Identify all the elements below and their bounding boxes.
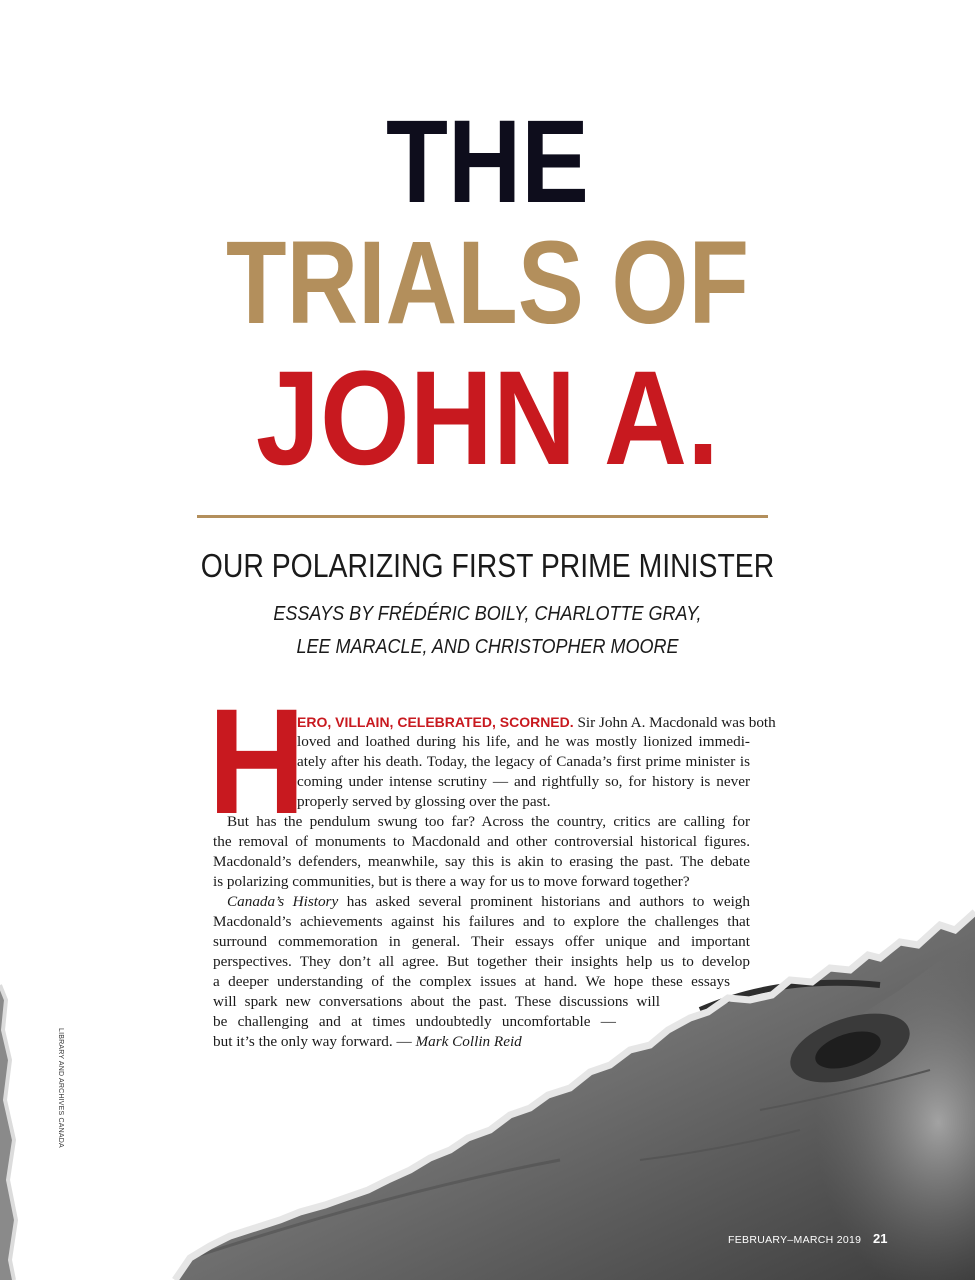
body-line: coming under intense scrutiny — and rightfully so, for history is never (297, 773, 750, 790)
body-line: surround commemoration in general. Their essays offer unique and important (213, 933, 750, 950)
headline-line-3: JOHN A. (255, 344, 720, 493)
body-line: the removal of monuments to Macdonald and other controversial historical figures. (213, 833, 750, 850)
title-divider (197, 515, 768, 518)
page-number: 21 (873, 1231, 888, 1246)
body-line: Macdonald’s defenders, meanwhile, say this is akin to erasing the past. The debate (213, 853, 750, 870)
body-line: be challenging and at times undoubtedly uncomfortable — (213, 1013, 616, 1030)
body-line: Macdonald’s achievements against his failures and to explore the challenges that (213, 913, 750, 930)
body-line: a deeper understanding of the complex issues at hand. We hope these essays (213, 973, 730, 990)
lead-in: ERO, VILLAIN, CELEBRATED, SCORNED. (297, 714, 574, 730)
body-line: loved and loathed during his life, and he was mostly lionized immedi- (297, 733, 750, 750)
body-line (227, 892, 750, 912)
body-line: perspectives. They don’t all agree. But together their insights help us to develop (213, 953, 750, 970)
magazine-name: Canada’s History (227, 893, 339, 910)
body-line: But has the pendulum swung too far? Across the country, critics are calling for (227, 813, 750, 830)
headline-line-1: THE (386, 96, 589, 228)
issue-date: FEBRUARY–MARCH 2019 (728, 1234, 862, 1246)
drop-cap: H (208, 677, 306, 845)
body-text: has asked several prominent historians and authors to weigh (338, 893, 750, 910)
body-line: is polarizing communities, but is there a way for us to move forward together? (213, 873, 690, 890)
photo-credit: LIBRARY AND ARCHIVES CANADA (57, 1028, 64, 1148)
body-text: but it’s the only way forward. — (213, 1033, 416, 1050)
body-line: properly served by glossing over the past. (297, 793, 551, 810)
headline-line-2: TRIALS OF (225, 217, 750, 349)
body-line: will spark new conversations about the past. These discussions will (213, 993, 660, 1010)
byline-line-2: LEE MARACLE, AND CHRISTOPHER MOORE (296, 636, 679, 658)
body-line: ately after his death. Today, the legacy of Canada’s first prime minister is (297, 753, 750, 770)
body-line (213, 1032, 613, 1052)
subtitle: OUR POLARIZING FIRST PRIME MINISTER (200, 547, 775, 584)
body-line (297, 712, 776, 732)
author-signature: Mark Collin Reid (415, 1033, 522, 1050)
byline-line-1: ESSAYS BY FRÉDÉRIC BOILY, CHARLOTTE GRAY, (273, 603, 702, 625)
body-text: Sir John A. Macdonald was both (573, 714, 776, 731)
